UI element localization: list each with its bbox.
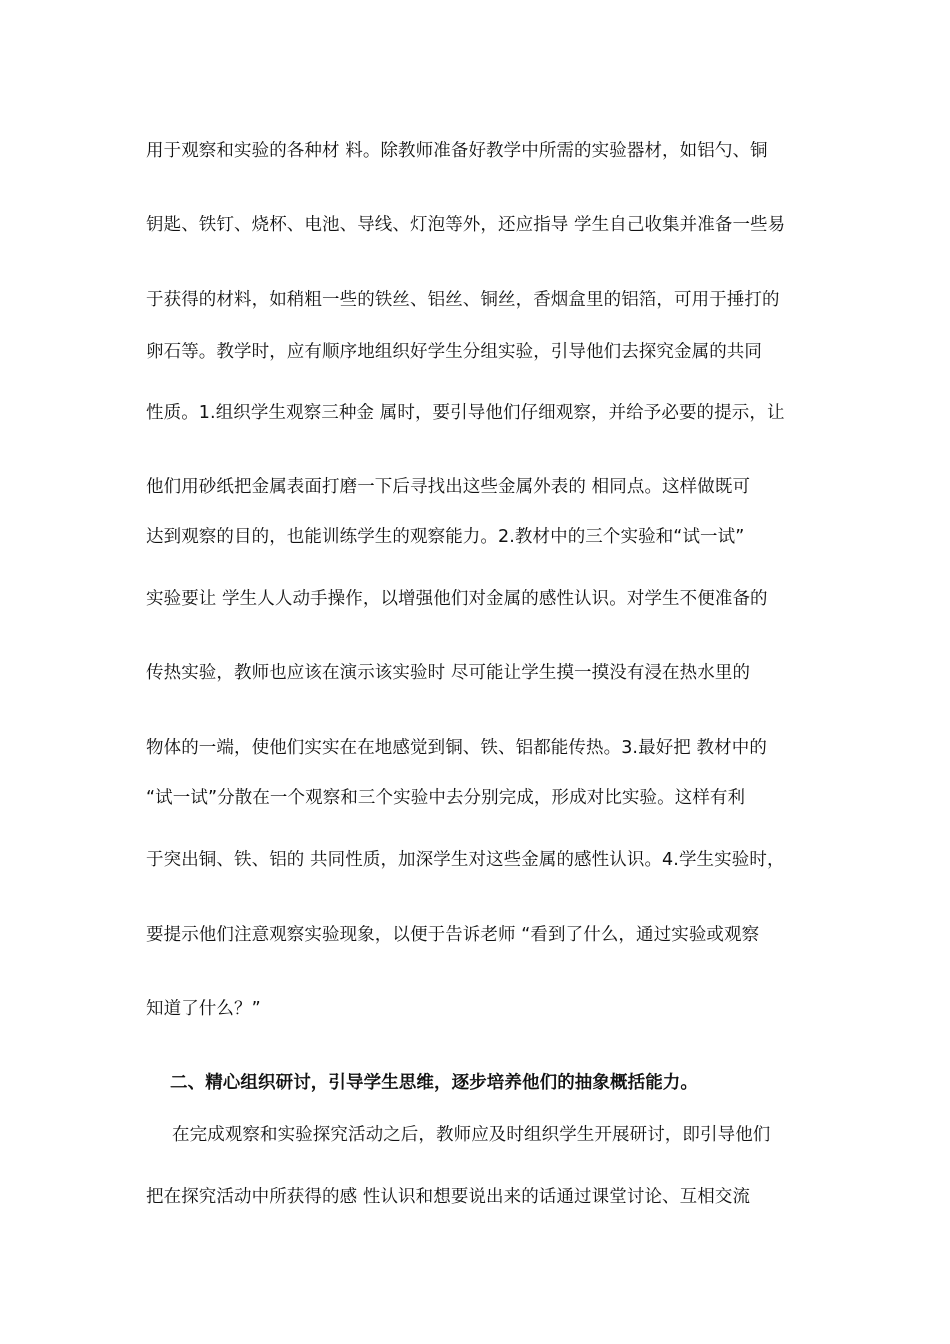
text-line: 实验要让 学生人人动手操作，以增强他们对金属的感性认识。对学生不便准备的 (146, 589, 768, 609)
text-line: 于突出铜、铁、铝的 共同性质，加深学生对这些金属的感性认识。4.学生实验时， (146, 850, 785, 870)
text-line: 要提示他们注意观察实验现象，以便于告诉老师 “看到了什么，通过实验或观察 (146, 925, 760, 945)
text-line: 物体的一端，使他们实实在在地感觉到铜、铁、铝都能传热。3.最好把 教材中的 (146, 738, 767, 758)
text-line: “试一试”分散在一个观察和三个实验中去分别完成，形成对比实验。这样有利 (146, 788, 746, 808)
text-line: 卵石等。教学时，应有顺序地组织好学生分组实验，引导他们去探究金属的共同 (146, 342, 762, 362)
text-line: 在完成观察和实验探究活动之后，教师应及时组织学生开展研讨，即引导他们 (172, 1125, 771, 1145)
text-line: 用于观察和实验的各种材 料。除教师准备好教学中所需的实验器材，如铝勺、铜 (146, 141, 768, 161)
text-line: 传热实验，教师也应该在演示该实验时 尽可能让学生摸一摸没有浸在热水里的 (146, 663, 751, 683)
text-line: 知道了什么？” (146, 999, 261, 1019)
section-heading: 二、精心组织研讨，引导学生思维，逐步培养他们的抽象概括能力。 (170, 1073, 698, 1093)
text-line: 把在探究活动中所获得的感 性认识和想要说出来的话通过课堂讨论、互相交流 (146, 1187, 751, 1207)
text-line: 钥匙、铁钉、烧杯、电池、导线、灯泡等外，还应指导 学生自己收集并准备一些易 (146, 215, 786, 235)
text-line: 他们用砂纸把金属表面打磨一下后寻找出这些金属外表的 相同点。这样做既可 (146, 477, 751, 497)
text-line: 性质。1.组织学生观察三种金 属时，要引导他们仔细观察，并给予必要的提示，让 (146, 403, 785, 423)
text-line: 于获得的材料，如稍粗一些的铁丝、铝丝、铜丝，香烟盒里的铝箔，可用于捶打的 (146, 290, 780, 310)
text-line: 达到观察的目的，也能训练学生的观察能力。2.教材中的三个实验和“试一试” (146, 527, 745, 547)
